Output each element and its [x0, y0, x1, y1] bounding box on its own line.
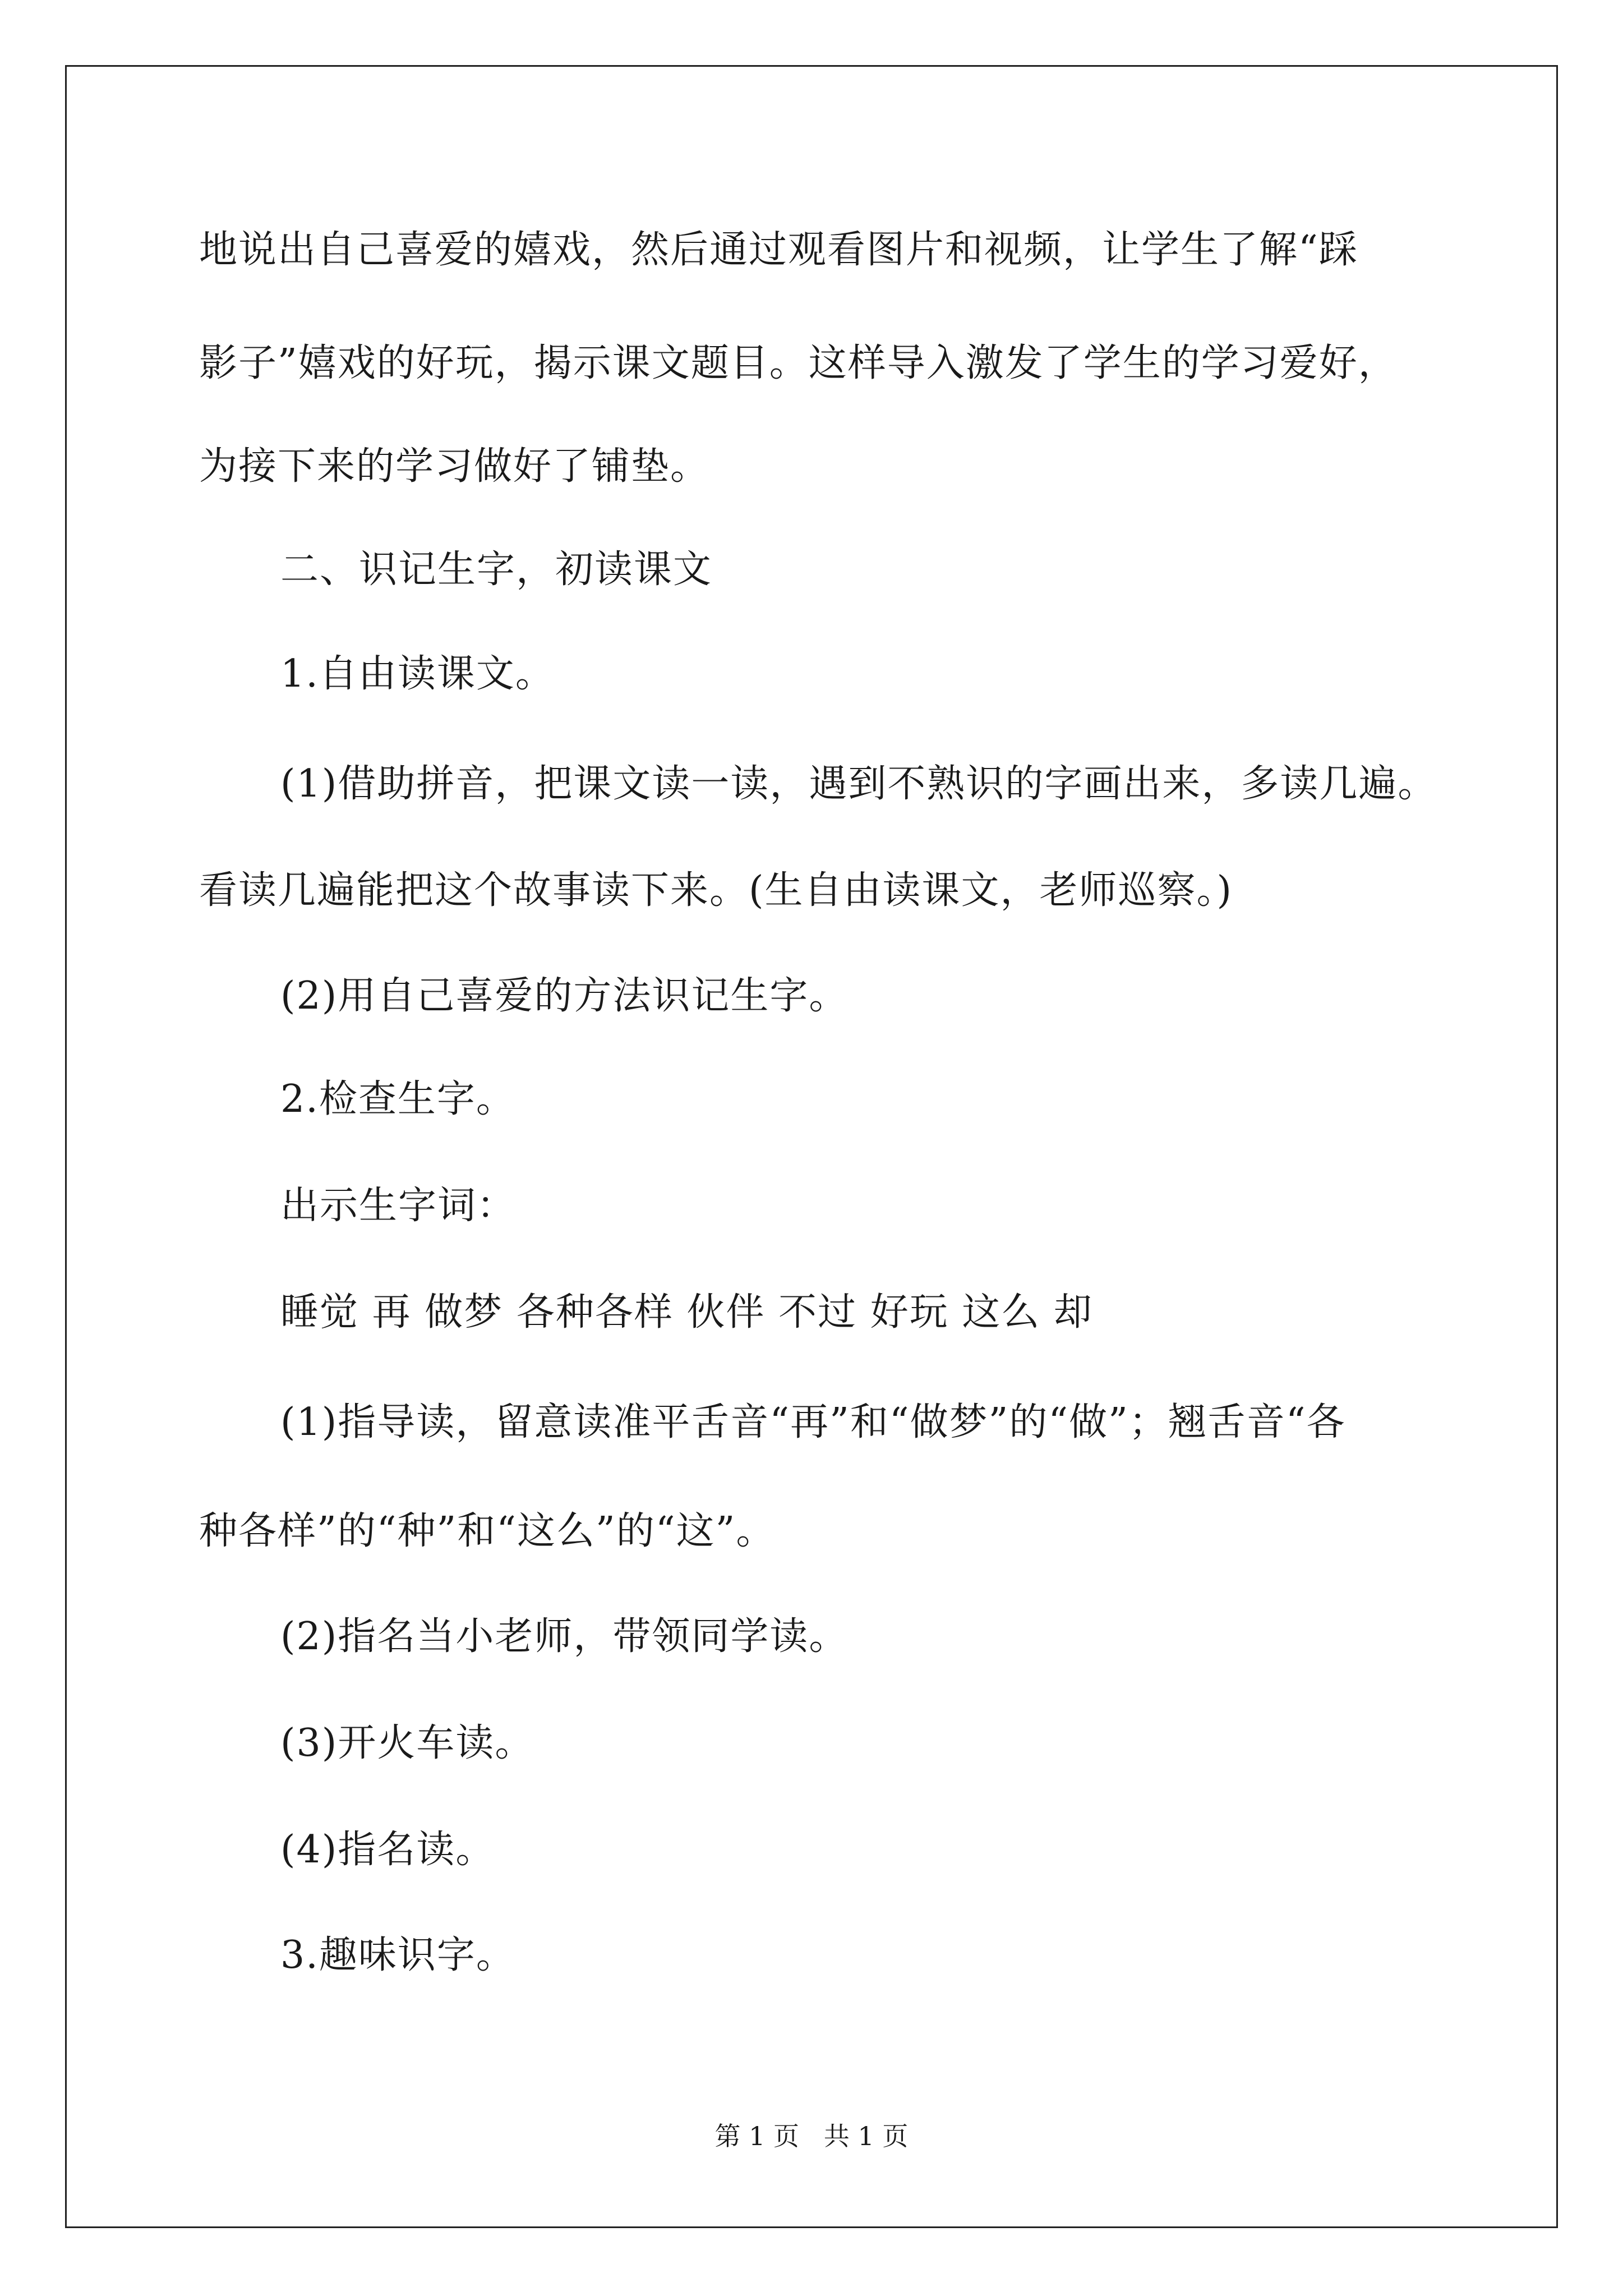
body-line-14: (2)指名当小老师，带领同学读。: [280, 1614, 849, 1659]
page-border: [65, 65, 1558, 2228]
body-line-7: 看读几遍能把这个故事读下来。(生自由读课文，老师巡察。): [199, 868, 1233, 913]
body-line-6: (1)借助拼音，把课文读一读，遇到不熟识的字画出来，多读几遍。: [280, 762, 1437, 806]
body-line-2: 影子”嬉戏的好玩，揭示课文题目。这样导入激发了学生的学习爱好，: [199, 341, 1398, 385]
body-line-12: (1)指导读，留意读准平舌音“再”和“做梦”的“做”；翘舌音“各: [280, 1400, 1346, 1444]
list-item-3: 3.趣味识字。: [280, 1933, 515, 1977]
body-line-13: 种各样”的“种”和“这么”的“这”。: [199, 1509, 776, 1553]
page-footer: 第 1 页 共 1 页: [714, 2121, 909, 2151]
body-line-16: (4)指名读。: [280, 1828, 495, 1872]
body-line-8: (2)用自己喜爱的方法识记生字。: [280, 974, 849, 1018]
body-line-3: 为接下来的学习做好了铺垫。: [199, 444, 710, 489]
section-heading: 二、识记生字，初读课文: [280, 547, 713, 592]
list-item-1: 1.自由读课文。: [280, 652, 555, 696]
body-line-10: 出示生字词：: [280, 1184, 517, 1228]
list-item-2: 2.检查生字。: [280, 1077, 515, 1121]
body-line-1: 地说出自己喜爱的嬉戏，然后通过观看图片和视频，让学生了解“踩: [199, 228, 1358, 272]
vocabulary-line: 睡觉 再 做梦 各种各样 伙伴 不过 好玩 这么 却: [280, 1290, 1093, 1335]
body-line-15: (3)开火车读。: [280, 1721, 534, 1765]
